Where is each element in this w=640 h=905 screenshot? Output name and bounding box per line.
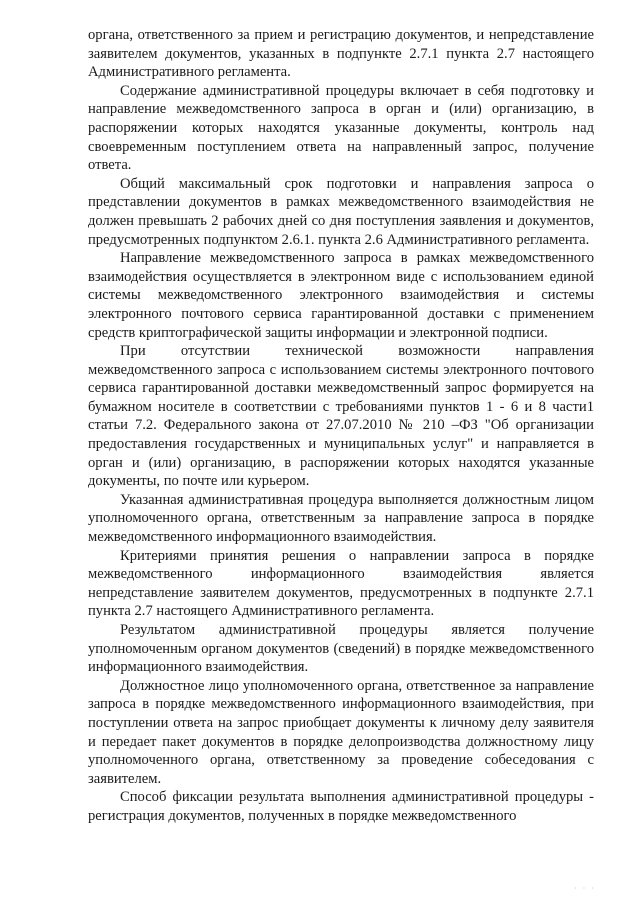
paragraph-responsible-official: Указанная административная процедура выполняется должностным лицом уполномоченного органа, ответственным за направление запроса в порядке межведомственного информационного взаимодействия.	[88, 491, 594, 546]
paragraph-electronic-request: Направление межведомственного запроса в рамках межведомственного взаимодействия осуществляется в электронном виде с использованием единой системы межведомственного электронного взаимодействия и системы электронного почтового сервиса гарантированной доставки с применением средств криптографической защиты информации и электронной подписи.	[88, 250, 594, 341]
paragraph-official-actions: Должностное лицо уполномоченного органа, ответственное за направление запроса в порядке межведомственного информационного взаимодействия, при поступлении ответа на запрос приобщает документы к личному делу заявителя и передает пакет документов в порядке делопроизводства должностному лицу уполномоченного органа, ответственному за проведение собеседования с заявителем.	[88, 677, 594, 787]
paragraph-max-term: Общий максимальный срок подготовки и направления запроса о представлении документов в рамках межведомственного взаимодействия не должен превышать 2 рабочих дней со дня поступления заявления и документов, предусмотренных подпунктом 2.6.1. пункта 2.6 Административного регламента.	[88, 175, 594, 248]
scan-artifact: · · ·	[574, 884, 596, 893]
paragraph-result: Результатом административной процедуры является получение уполномоченным органом документов (сведений) в порядке межведомственного информационного взаимодействия.	[88, 622, 594, 676]
paragraph-decision-criteria: Критериями принятия решения о направлении запроса в порядке межведомственного информационного взаимодействия является непредставление заявителем документов, предусмотренных в подпункте 2.7.1 пункта 2.7 настоящего Административного регламента.	[88, 547, 594, 620]
paragraph-continuation: органа, ответственного за прием и регистрацию документов, и непредставление заявителем документов, указанных в подпункте 2.7.1 пункта 2.7 настоящего Административного регламента.	[88, 27, 594, 81]
paragraph-procedure-content: Содержание административной процедуры включает в себя подготовку и направление межведомственного запроса в орган и (или) организацию, в распоряжении которых находятся указанные документы, контроль над своевременным поступлением ответа на направленный запрос, получение ответа.	[88, 82, 594, 174]
paragraph-fixation-method: Способ фиксации результата выполнения административной процедуры - регистрация документов, полученных в порядке межведомственного	[88, 789, 594, 824]
paragraph-paper-request: При отсутствии технической возможности направления межведомственного запроса с использованием системы электронного почтового сервиса гарантированной доставки межведомственный запрос формируется на бумажном носителе в соответствии с требованиями пунктов 1 - 6 и 8 части1 статьи 7.2. Федерального закона от 27.07.2010 № 210 –ФЗ "Об организации предоставления государственных и муниципальных услуг" и направляется в орган и (или) организацию, в распоряжении которых находятся указанные документы, по почте или курьером.	[88, 343, 594, 490]
